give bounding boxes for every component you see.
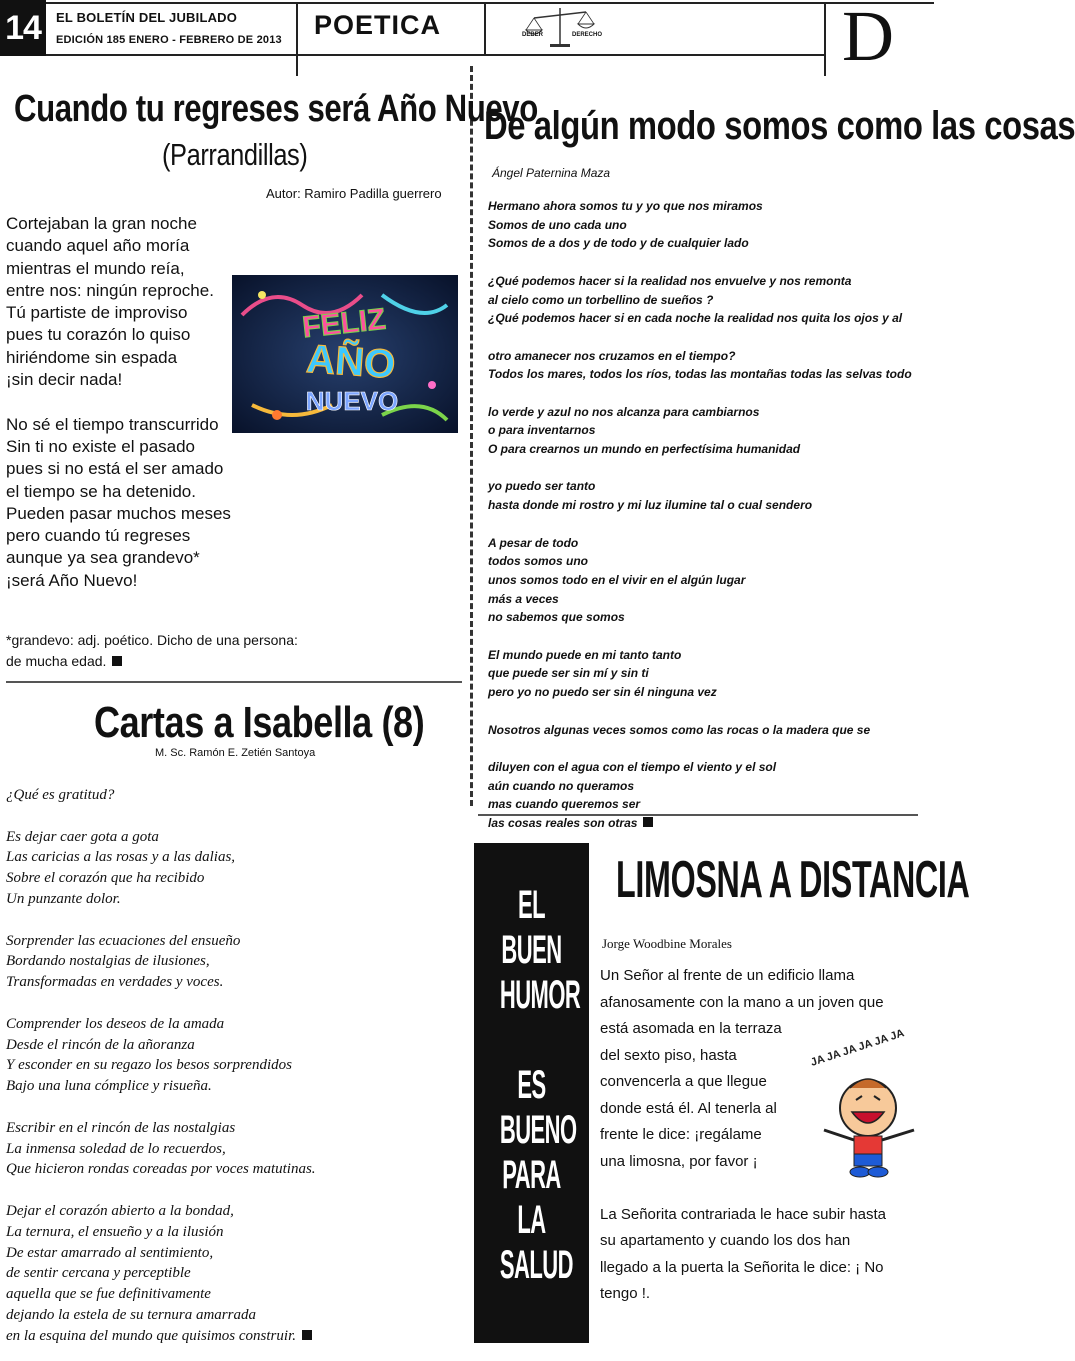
poem-line: en la esquina del mundo que quisimos construir. — [6, 1327, 296, 1344]
poem-line: o para inventarnos — [488, 423, 596, 438]
section-letter: D — [842, 0, 894, 76]
poem-line: pero yo no puedo ser sin él ninguna vez — [488, 685, 717, 700]
poem-line: ¡será Año Nuevo! — [6, 570, 138, 590]
poem-line: ¡sin decir nada! — [6, 370, 123, 390]
svg-text:FELIZ: FELIZ — [300, 302, 388, 345]
humor-banner — [474, 843, 589, 1343]
header-bottom-rule — [46, 54, 826, 56]
story-line: Un Señor al frente de un edificio llama — [600, 967, 855, 984]
poem-body — [488, 197, 928, 833]
poem-line: Desde el rincón de la añoranza — [6, 1036, 195, 1053]
story-line: llegado a la puerta la Señorita le dice: ¡ No — [600, 1258, 884, 1276]
story-line: afanosamente con la mano a un joven que — [600, 993, 884, 1011]
poem-line: Y esconder en su regazo los besos sorprendidos — [6, 1057, 292, 1074]
poem-line: Tú partiste de improviso — [6, 303, 188, 323]
poem-line: hiriéndome sin espada — [6, 347, 178, 367]
poem-line: el tiempo se ha detenido. — [6, 481, 196, 501]
poem-line: La ternura, el ensueño y a la ilusión — [6, 1223, 224, 1240]
column-separator — [470, 66, 473, 806]
footnote — [6, 630, 298, 672]
poem-line: Que hicieron rondas coreadas por voces matutinas. — [6, 1161, 316, 1178]
poem-line: Las caricias a las rosas y a las dalias, — [6, 849, 236, 866]
laughing-cartoon — [809, 1027, 928, 1180]
poem-line: La inmensa soledad de lo recuerdos, — [6, 1140, 226, 1157]
poem-line: unos somos todo en el vivir en el algún lugar — [488, 572, 746, 587]
poem-line: Sin ti no existe el pasado — [6, 436, 196, 456]
poem-line: Transformadas en verdades y voces. — [6, 974, 224, 991]
poem-line: Comprender los deseos de la amada — [6, 1015, 225, 1032]
story-line: está asomada en la terraza — [600, 1020, 782, 1037]
poem-gap — [488, 384, 928, 403]
article-title: LIMOSNA A DISTANCIA — [616, 851, 970, 909]
header-divider — [824, 2, 826, 76]
banner-word: HUMOR — [499, 973, 581, 1017]
footnote-line: *grandevo: adj. poético. Dicho de una persona: — [6, 632, 298, 648]
poem-line: pero cuando tú regreses — [6, 526, 191, 546]
poem-line: al cielo como un torbellino de sueños ? — [488, 292, 714, 307]
poem-line: diluyen con el agua con el tiempo el viento y el sol — [488, 759, 777, 774]
svg-text:NUEVO: NUEVO — [305, 386, 399, 416]
poem-line: No sé el tiempo transcurrido — [6, 414, 219, 434]
poem-body — [6, 213, 246, 592]
article-author: Autor: Ramiro Padilla guerrero — [266, 186, 442, 201]
article-title: Cartas a Isabella (8) — [94, 698, 425, 747]
poem-line: todos somos uno — [488, 554, 588, 569]
poem-line: otro amanecer nos cruzamos en el tiempo? — [488, 348, 736, 363]
poem-line: de sentir cercana y perceptible — [6, 1265, 191, 1282]
article-subtitle: (Parrandillas) — [162, 137, 308, 172]
footnote-line: de mucha edad. — [6, 653, 107, 669]
poem-gap — [488, 739, 928, 758]
story-line: una limosna, por favor ¡ — [600, 1152, 758, 1170]
scale-logo — [520, 4, 603, 52]
poem-line: Somos de a dos y de todo y de cualquier lado — [488, 236, 749, 251]
poem-gap — [488, 328, 928, 347]
poem-line: Nosotros algunas veces somos como las rocas o la madera que se — [488, 722, 871, 737]
poem-line: aún cuando no queramos — [488, 778, 635, 793]
end-mark — [302, 1330, 312, 1340]
end-mark — [112, 656, 122, 666]
poem-line: pues tu corazón lo quiso — [6, 325, 191, 345]
new-year-image — [232, 275, 458, 433]
poem-gap — [488, 459, 928, 478]
story-line: donde está él. Al tenerla al — [600, 1099, 777, 1117]
poem-line: cuando aquel año moría — [6, 236, 190, 256]
article-author: M. Sc. Ramón E. Zetién Santoya — [155, 747, 316, 759]
poem-line: Cortejaban la gran noche — [6, 214, 197, 233]
poem-line: entre nos: ningún reproche. — [6, 280, 214, 300]
poem-line: Es dejar caer gota a gota — [6, 828, 159, 845]
header-divider — [484, 2, 486, 56]
poem-gap — [488, 515, 928, 534]
svg-text:AÑO: AÑO — [305, 336, 397, 388]
story-line: frente le dice: ¡regálame — [600, 1126, 762, 1143]
poem-line: ¿Qué podemos hacer si la realidad nos envuelve y nos remonta — [488, 273, 852, 288]
banner-word: EL BUEN — [501, 883, 562, 972]
header-divider — [296, 2, 298, 76]
poem-line: De estar amarrado al sentimiento, — [6, 1244, 214, 1261]
poem-line: Bajo una luna cómplice y risueña. — [6, 1078, 212, 1095]
section-rule — [6, 681, 462, 683]
poem-line: hasta donde mi rostro y mi luz ilumine tal o cual sendero — [488, 498, 813, 513]
section-title: POETICA — [314, 10, 442, 40]
poem-line: mas cuando queremos ser — [488, 797, 641, 812]
article-title: Cuando tu regreses será Año Nuevo — [14, 88, 538, 130]
poem-line: pues si no está el ser amado — [6, 459, 224, 479]
poem-line: más a veces — [488, 591, 559, 606]
article-title: De algún modo somos como las cosas — [484, 104, 1075, 148]
poem-line: Pueden pasar muchos meses — [6, 503, 231, 523]
poem-line: O para crearnos un mundo en perfectísima humanidad — [488, 442, 801, 457]
poem-body — [6, 785, 461, 1347]
poem-line: A pesar de todo — [488, 535, 579, 550]
poem-line: que puede ser sin mí y sin ti — [488, 666, 649, 681]
publication-title: EL BOLETÍN DEL JUBILADO — [56, 10, 238, 25]
story-line: tengo !. — [600, 1285, 651, 1302]
cartoon-text: JA JA JA JA JA JA — [809, 1027, 906, 1069]
poem-line: no sabemos que somos — [488, 610, 625, 625]
poem-line: Todos los mares, todos los ríos, todas las montañas todas las selvas todo — [488, 367, 912, 382]
edition-line: EDICIÓN 185 ENERO - FEBRERO DE 2013 — [56, 34, 282, 46]
poem-line: El mundo puede en mi tanto tanto — [488, 647, 682, 662]
poem-line: ¿Qué es gratitud? — [6, 787, 115, 803]
poem-line: Sorprender las ecuaciones del ensueño — [6, 932, 241, 949]
story-line: La Señorita contrariada le hace subir hasta — [600, 1205, 887, 1223]
story-line: convencerla a que llegue — [600, 1073, 767, 1090]
poem-line: Dejar el corazón abierto a la bondad, — [6, 1202, 234, 1219]
poem-line: lo verde y azul no nos alcanza para cambiarnos — [488, 404, 760, 419]
poem-line: dejando la estela de su ternura amarrada — [6, 1306, 256, 1323]
logo-label-left: DEBER — [522, 32, 544, 38]
poem-line: Sobre el corazón que ha recibido — [6, 870, 205, 887]
header-top-rule — [46, 2, 934, 4]
poem-line: Bordando nostalgias de ilusiones, — [6, 953, 210, 970]
poem-line: yo puedo ser tanto — [488, 479, 596, 494]
poem-line: Un punzante dolor. — [6, 890, 121, 907]
page-number: 14 — [0, 0, 46, 56]
poem-line: aunque ya sea grandevo* — [6, 548, 200, 568]
poem-line: mientras el mundo reía, — [6, 258, 185, 278]
poem-gap — [488, 627, 928, 646]
end-mark — [643, 817, 653, 827]
poem-line: Escribir en el rincón de las nostalgias — [6, 1119, 236, 1136]
article-author: Jorge Woodbine Morales — [602, 936, 732, 951]
article-author: Ángel Paternina Maza — [492, 166, 611, 180]
story-line: del sexto piso, hasta — [600, 1046, 737, 1064]
banner-word: ES BUENO — [499, 1063, 577, 1152]
poem-line: aquella que se fue definitivamente — [6, 1286, 211, 1303]
poem-line: Hermano ahora somos tu y yo que nos miramos — [488, 199, 763, 213]
poem-line: Somos de uno cada uno — [488, 217, 627, 232]
banner-word: SALUD — [499, 1243, 573, 1287]
poem-gap — [488, 253, 928, 272]
logo-label-right: DERECHO — [572, 32, 603, 38]
poem-gap — [488, 702, 928, 721]
poem-line: las cosas reales son otras — [488, 814, 928, 833]
story-line: su apartamento y cuando los dos han — [600, 1232, 851, 1249]
banner-word: PARA LA — [502, 1153, 561, 1242]
poem-line: ¿Qué podemos hacer si en cada noche la realidad nos quita los ojos y al — [488, 311, 903, 326]
section-rule — [478, 814, 918, 816]
